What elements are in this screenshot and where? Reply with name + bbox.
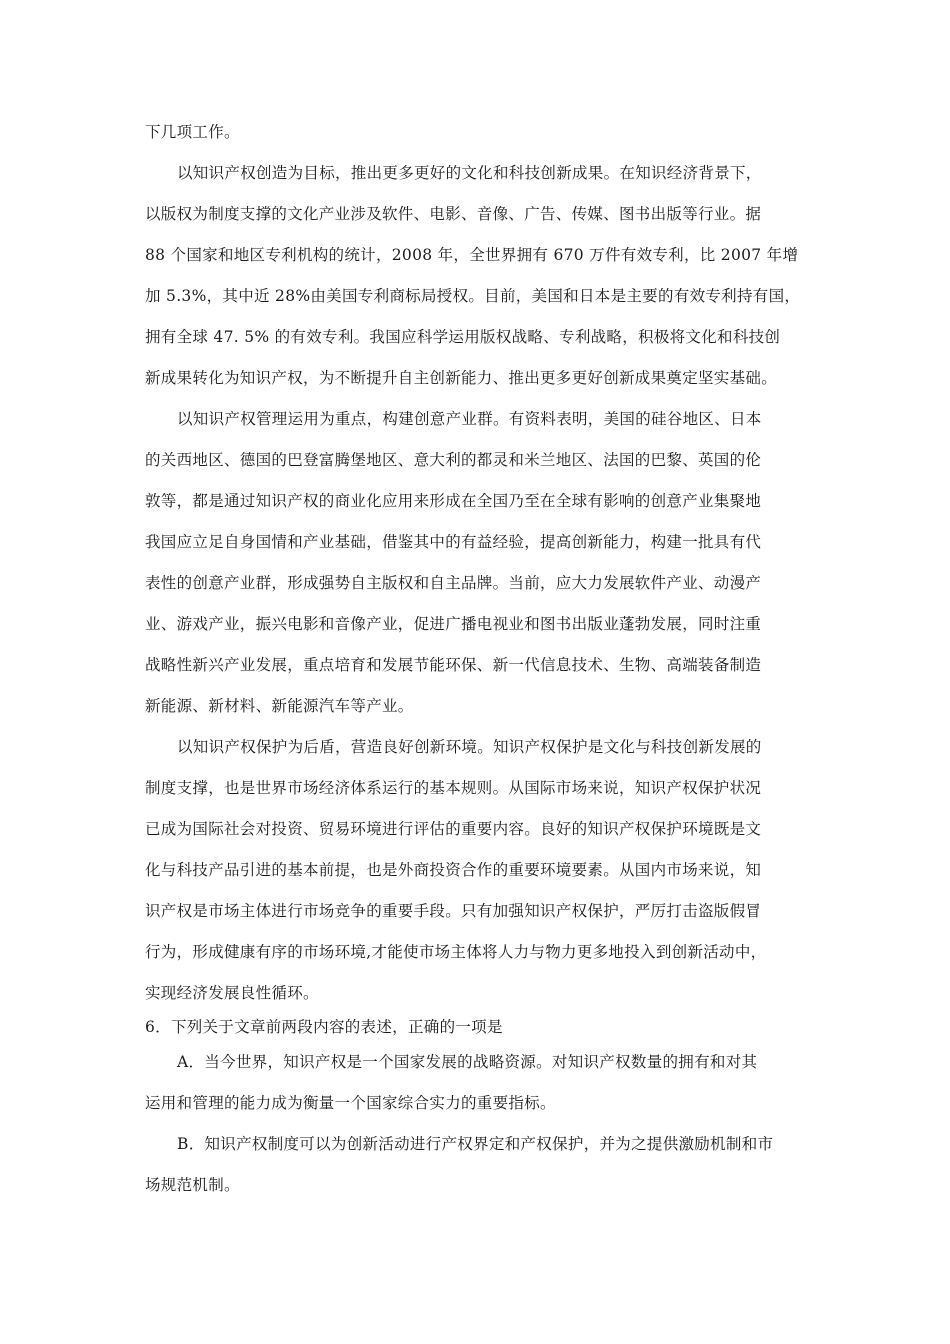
text-line: 识产权是市场主体进行市场竞争的重要手段。只有加强知识产权保护，严厉打击盗版假冒 bbox=[145, 902, 762, 920]
question-stem: 6．下列关于文章前两段内容的表述，正确的一项是 bbox=[145, 1018, 503, 1036]
text-line: 以版权为制度支撑的文化产业涉及软件、电影、音像、广告、传媒、图书出版等行业。据 bbox=[145, 205, 762, 223]
text-line: 制度支撑，也是世界市场经济体系运行的基本规则。从国际市场来说，知识产权保护状况 bbox=[145, 779, 762, 797]
text-line: 战略性新兴产业发展，重点培育和发展节能环保、新一代信息技术、生物、高端装备制造 bbox=[145, 656, 762, 674]
text-line: 下几项工作。 bbox=[145, 123, 240, 141]
text-line: 加 5.3%，其中近 28%由美国专利商标局授权。目前，美国和日本是主要的有效专利持有国， bbox=[145, 287, 801, 305]
text-line: 我国应立足自身国情和产业基础，借鉴其中的有益经验，提高创新能力，构建一批具有代 bbox=[145, 533, 762, 551]
text-line: 实现经济发展良性循环。 bbox=[145, 984, 319, 1002]
text-line: 表性的创意产业群，形成强势自主版权和自主品牌。当前，应大力发展软件产业、动漫产 bbox=[145, 574, 762, 592]
paragraph-start-line: 以知识产权管理运用为重点，构建创意产业群。有资料表明，美国的硅谷地区、日本 bbox=[177, 410, 762, 428]
text-line: 已成为国际社会对投资、贸易环境进行评估的重要内容。良好的知识产权保护环境既是文 bbox=[145, 820, 762, 838]
text-line: 业、游戏产业，振兴电影和音像产业，促进广播电视业和图书出版业蓬勃发展，同时注重 bbox=[145, 615, 762, 633]
text-line: 敦等，都是通过知识产权的商业化应用来形成在全国乃至在全球有影响的创意产业集聚地 bbox=[145, 492, 762, 510]
option-a-continuation: 运用和管理的能力成为衡量一个国家综合实力的重要指标。 bbox=[145, 1094, 556, 1112]
option-a-line: A．当今世界，知识产权是一个国家发展的战略资源。对知识产权数量的拥有和对其 bbox=[177, 1053, 758, 1071]
option-b-line: B．知识产权制度可以为创新活动进行产权界定和产权保护，并为之提供激励机制和市 bbox=[177, 1135, 774, 1153]
paragraph-start-line: 以知识产权创造为目标，推出更多更好的文化和科技创新成果。在知识经济背景下， bbox=[177, 164, 762, 182]
paragraph-start-line: 以知识产权保护为后盾，营造良好创新环境。知识产权保护是文化与科技创新发展的 bbox=[177, 738, 762, 756]
text-line: 88 个国家和地区专利机构的统计，2008 年，全世界拥有 670 万件有效专利，比 2007 年增 bbox=[145, 246, 799, 264]
option-b-continuation: 场规范机制。 bbox=[145, 1176, 240, 1194]
text-line: 行为，形成健康有序的市场环境,才能使市场主体将人力与物力更多地投入到创新活动中， bbox=[145, 943, 767, 961]
text-line: 新成果转化为知识产权，为不断提升自主创新能力、推出更多更好创新成果奠定坚实基础。 bbox=[145, 369, 778, 387]
text-line: 的关西地区、德国的巴登富腾堡地区、意大利的都灵和米兰地区、法国的巴黎、英国的伦 bbox=[145, 451, 762, 469]
text-line: 新能源、新材料、新能源汽车等产业。 bbox=[145, 697, 414, 715]
text-line: 化与科技产品引进的基本前提，也是外商投资合作的重要环境要素。从国内市场来说，知 bbox=[145, 861, 762, 879]
text-line: 拥有全球 47. 5% 的有效专利。我国应科学运用版权战略、专利战略，积极将文化和科技创 bbox=[145, 328, 781, 346]
